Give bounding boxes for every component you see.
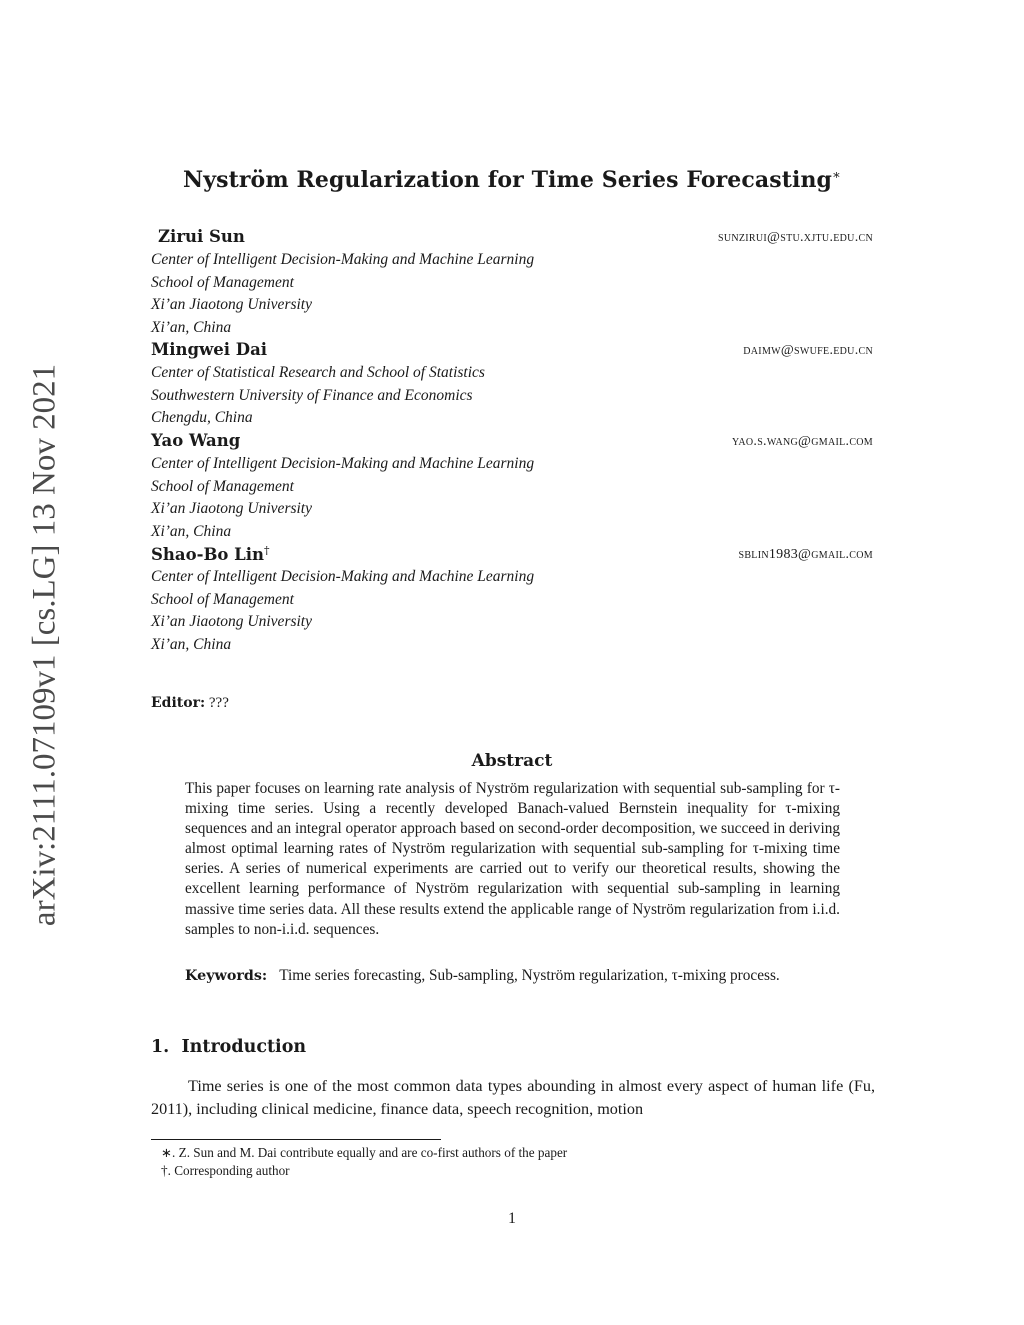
editor-value: ???: [208, 695, 229, 711]
corresponding-mark: †: [264, 544, 270, 557]
abstract-text: This paper focuses on learning rate analysis of Nyström regularization with sequential sub-sampling for τ-mixing time series. Using a recently developed Banach-valued Bernstein inequality for τ-mixing sequences and an integral operator approach based on second-order decomposition, we succeed in deriving almost optimal learning rates of Nyström regularization with sequential sub-sampling for τ-mixing time series. A series of numerical experiments are carried out to verify our theoretical results, showing the excellent learning performance of Nyström regularization with sequential sub-sampling in learning massive time series data. All these results extend the applicable range of Nyström regularization from i.i.d. samples to non-i.i.d. sequences.: [185, 780, 840, 938]
affiliation-line: Xi’an, China: [151, 523, 232, 541]
arxiv-stamp: arXiv:2111.07109v1 [cs.LG] 13 Nov 2021: [26, 363, 63, 927]
footnote-mark: †.: [161, 1163, 171, 1178]
affiliation-line: Center of Statistical Research and School of Statistics: [151, 364, 485, 381]
author-email[interactable]: daimw@swufe.edu.cn: [743, 343, 873, 358]
author-email[interactable]: yao.s.wang@gmail.com: [731, 434, 873, 449]
author-name: Zirui Sun: [158, 227, 245, 246]
author-affiliation: [151, 566, 534, 657]
title-footnote-mark: ∗: [832, 168, 841, 183]
author-email[interactable]: sblin1983@gmail.com: [738, 547, 873, 562]
affiliation-line: Center of Intelligent Decision-Making and Machine Learning: [151, 455, 535, 472]
affiliation-line: Chengdu, China: [151, 409, 253, 427]
section-heading: [151, 1037, 306, 1057]
footnote: [161, 1163, 290, 1179]
affiliation-line: Southwestern University of Finance and Economics: [151, 386, 473, 404]
keywords-label: Keywords:: [185, 968, 268, 984]
keywords-text: Time series forecasting, Sub-sampling, Nyström regularization, τ-mixing process.: [279, 967, 780, 984]
editor-label: Editor:: [151, 695, 206, 711]
footnote: [161, 1145, 567, 1161]
editor-line: [151, 695, 229, 712]
paper-title: [0, 167, 1024, 193]
footnote-text: Z. Sun and M. Dai contribute equally and are co-first authors of the paper: [178, 1145, 568, 1160]
affiliation-line: School of Management: [151, 590, 294, 608]
author-affiliation: [151, 453, 534, 544]
affiliation-line: Xi’an Jiaotong University: [151, 296, 312, 314]
footnote-text: Corresponding author: [174, 1163, 290, 1178]
author-email[interactable]: sunzirui@stu.xjtu.edu.cn: [717, 230, 873, 245]
footnote-mark: ∗.: [161, 1145, 176, 1160]
abstract-heading: Abstract: [471, 751, 553, 771]
footnote-rule: [151, 1139, 441, 1140]
affiliation-line: Xi’an Jiaotong University: [151, 613, 312, 631]
author-affiliation: [151, 249, 534, 340]
page-number: 1: [508, 1210, 516, 1227]
author-name: [151, 544, 270, 564]
section-title: Introduction: [181, 1037, 307, 1057]
affiliation-line: Xi’an Jiaotong University: [151, 500, 312, 518]
section-number: 1.: [151, 1037, 170, 1057]
affiliation-line: Center of Intelligent Decision-Making and Machine Learning: [151, 568, 535, 585]
author-affiliation: [151, 362, 485, 430]
keywords: [185, 966, 840, 986]
affiliation-line: Xi’an, China: [151, 319, 232, 337]
paper-title-text: Nyström Regularization for Time Series Forecasting: [183, 167, 833, 193]
intro-paragraph: Time series is one of the most common data types abounding in almost every aspect of human life (Fu, 2011), including clinical medicine, finance data, speech recognition, motion: [151, 1077, 875, 1118]
affiliation-line: Center of Intelligent Decision-Making and Machine Learning: [151, 251, 535, 268]
author-name-text: Shao-Bo Lin: [151, 545, 265, 564]
author-name: Mingwei Dai: [151, 340, 268, 359]
affiliation-line: School of Management: [151, 273, 294, 291]
author-name: Yao Wang: [151, 431, 241, 450]
affiliation-line: Xi’an, China: [151, 636, 232, 654]
affiliation-line: School of Management: [151, 477, 294, 495]
